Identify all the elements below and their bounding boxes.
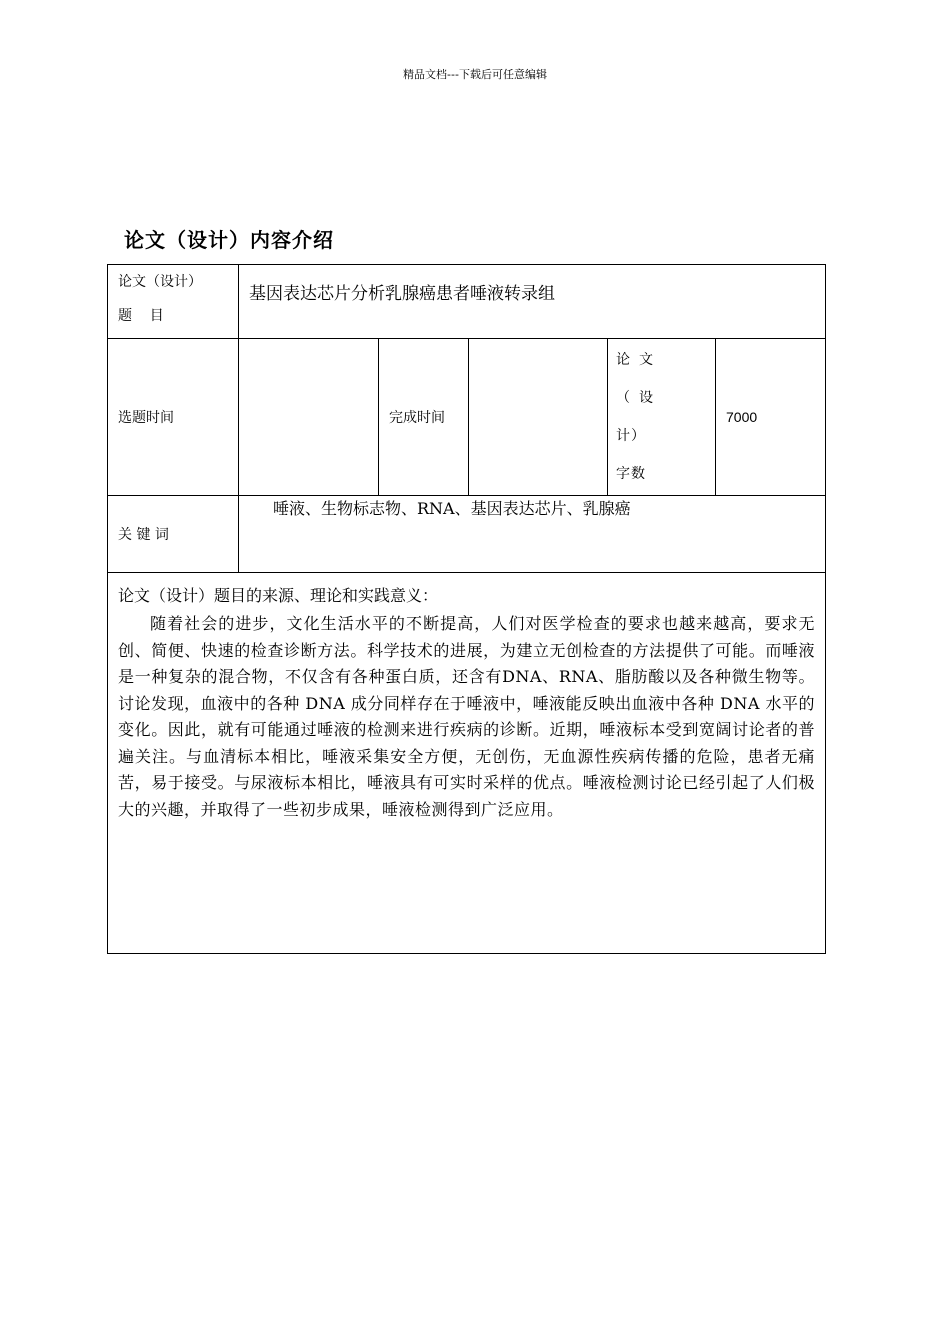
description-body: 随着社会的进步，文化生活水平的不断提高，人们对医学检查的要求也越来越高，要求无创、简便、快速的检查诊断方法。科学技术的进展，为建立无创检查的方法提供了可能。而唾液是一种复杂的混合物，不仅含有各种蛋白质，还含有DNA、RNA、脂肪酸以及各种微生物等。讨论发现，血液中的各种 DNA 成分同样存在于唾液中，唾液能反映出血液中各种 DNA 水平的变化。因此，就有可能通过唾液的检测来进行疾病的诊断。近期，唾液标本受到宽阔讨论者的普遍关注。与血清标本相比，唾液采集安全方便，无创伤，无血源性疾病传播的危险，患者无痛苦，易于接受。与尿液标本相比，唾液具有可实时采样的优点。唾液检测讨论已经引起了人们极大的兴趣，并取得了一些初步成果，唾液检测得到广泛应用。 [118, 614, 816, 819]
finish-time-label-cell [379, 339, 469, 496]
title-label-line-2: 题 目 [118, 308, 164, 324]
start-time-value-cell [239, 339, 379, 496]
thesis-title: 基因表达芯片分析乳腺癌患者唾液转录组 [249, 284, 555, 304]
keywords-value: 唾液、生物标志物、RNA、基因表达芯片、乳腺癌 [273, 499, 631, 518]
finish-time-value [469, 339, 607, 347]
word-count-value: 7000 [726, 409, 758, 425]
title-label-line-1: 论文（设计） [118, 274, 202, 290]
start-time-label: 选题时间 [118, 410, 174, 426]
word-count-value-cell [716, 339, 826, 496]
keywords-row [108, 496, 826, 573]
time-row [108, 339, 826, 496]
start-time-value [239, 339, 378, 347]
section-title: 论文（设计）内容介绍 [124, 228, 334, 252]
keywords-label-cell [108, 496, 239, 573]
title-value-cell [239, 265, 826, 339]
start-time-label-cell [108, 339, 239, 496]
header-note: 精品文档---下载后可任意编辑 [403, 68, 547, 81]
title-label-cell [108, 265, 239, 339]
finish-time-label: 完成时间 [389, 410, 445, 426]
keywords-label: 关 键 词 [118, 527, 169, 543]
keywords-value-cell [239, 496, 826, 573]
description-heading: 论文（设计）题目的来源、理论和实践意义： [118, 586, 439, 605]
word-count-label-line-2: 计） [616, 428, 646, 444]
description-cell [108, 573, 826, 954]
description-row [108, 573, 826, 954]
word-count-label-line-1: 论文（设 [616, 352, 662, 406]
word-count-label-cell [608, 339, 716, 496]
title-row [108, 265, 826, 339]
finish-time-value-cell [469, 339, 608, 496]
word-count-label-line-3: 字数 [616, 466, 646, 482]
thesis-info-table [107, 264, 826, 954]
